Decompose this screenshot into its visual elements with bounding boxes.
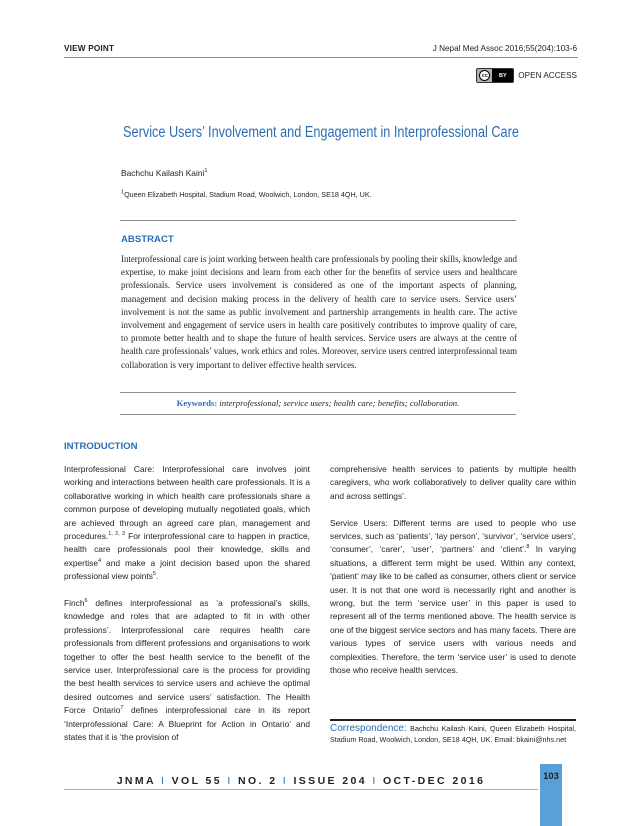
- citation-ref[interactable]: 6: [84, 598, 88, 605]
- citation-ref[interactable]: 1, 2, 3: [108, 531, 126, 538]
- footer-journal: JNMA: [116, 775, 156, 787]
- cc-by-label: BY: [492, 69, 513, 82]
- text-run: and make a joint decision based upon the shared professional view points: [64, 557, 310, 582]
- keywords-label: Keywords:: [176, 398, 218, 408]
- citation-ref[interactable]: 8: [526, 544, 530, 551]
- text-run: Service Users: Different terms are used to people who use services, such as ‘patients’, ‘lay person’, ‘survivor’, ‘service users’, ‘consumer’, ‘carer’, ‘user’, ‘partners’ and ‘client’.: [330, 517, 576, 555]
- paragraph-finch-definition: [64, 597, 310, 744]
- text-run: Finch: [64, 598, 85, 609]
- footer-journal-info: [64, 775, 538, 787]
- introduction-heading: INTRODUCTION: [64, 441, 138, 452]
- keywords-divider-bottom: [120, 414, 516, 415]
- section-label: VIEW POINT: [64, 44, 115, 53]
- text-run: defines interprofessional care in its report ‘Interprofessional Care: A Blueprint for Action in Ontario’ and states that it is ‘the provision of: [64, 705, 311, 743]
- abstract-divider: [120, 220, 516, 221]
- citation-ref[interactable]: 5: [152, 571, 156, 578]
- footer-separator: I: [372, 775, 378, 787]
- open-access-badge[interactable]: [476, 68, 577, 83]
- right-column: [330, 463, 576, 691]
- text-run: defines interprofessional as ‘a professional’s skills, knowledge and roles that are adapted to fit in with other professions’. Interprofessional care requires health care professionals from different professions and organisations to work together to offer the best health service to the benefit of the service user. Interprofessional care is the process for providing the best health services to service users and achieve the optimal desired outcomes and service users’ satisfaction. The Health Force Ontario: [64, 598, 310, 716]
- text-run: In varying situations, a different term might be used. Within any context, ‘patient’ may like to be called as consumer, others client or service user. It is not that one word is necessarily right and another is wrong, but the term ‘service user’ in this paper is used to represent all of the terms mentioned above. The health service is one of the biggest service sectors and has many facets. There are various types of service users with various needs and complexities. Therefore, the term ‘service user’ is used to denote those who receive health services.: [330, 544, 576, 676]
- footer-volume: VOL 55: [171, 775, 223, 787]
- paragraph-interprofessional-care: [64, 463, 310, 584]
- footer-number: NO. 2: [238, 775, 278, 787]
- paragraph-continuation: comprehensive health services to patients by multiple health caregivers, who work collaboratively to deliver quality care within and across settings’.: [330, 464, 576, 501]
- cc-logo: cc: [479, 70, 490, 81]
- footer-date: OCT-DEC 2016: [382, 775, 486, 787]
- text-run: Interprofessional Care: Interprofessional care involves joint working and interactions between health care professionals. It is a collaborative working in which health care professionals share a common purpose of developing mutually negotiated goals, which are achieved through an agreed care plan, management and procedures.: [64, 464, 310, 542]
- correspondence-text: Bachchu Kailash Kaini, Queen Elizabeth Hospital, Stadium Road, Woolwich, London, SE18 4QH, UK. Email: bkaini@nhs.net: [330, 724, 576, 744]
- text-run: For interprofessional care to happen in practice, health care professionals pool their knowledge, skills and expertise: [64, 531, 310, 568]
- author-name: Bachchu Kailash Kaini: [121, 168, 205, 178]
- keywords-text: interprofessional; service users; health care; benefits; collaboration.: [219, 398, 460, 408]
- article-title: Service Users’ Involvement and Engagement in Interprofessional Care: [123, 124, 519, 141]
- author-affiliation-mark: 1: [204, 168, 208, 175]
- left-column: [64, 463, 310, 758]
- affiliation-mark: 1: [121, 189, 125, 196]
- open-access-label: OPEN ACCESS: [518, 71, 577, 80]
- affiliation-text: Queen Elizabeth Hospital, Stadium Road, Woolwich, London, SE18 4QH, UK.: [124, 190, 372, 199]
- footer-issue: ISSUE 204: [293, 775, 367, 787]
- footer-divider: [64, 789, 538, 790]
- abstract-heading: ABSTRACT: [121, 234, 174, 245]
- affiliation-line: [121, 190, 372, 199]
- text-run: .: [155, 571, 159, 582]
- keywords-divider-top: [120, 392, 516, 393]
- keywords-line: [120, 398, 516, 408]
- correspondence-label: Correspondence:: [330, 723, 407, 734]
- footer-separator: I: [282, 775, 289, 787]
- correspondence-block: [330, 724, 576, 745]
- header-divider: [64, 57, 578, 58]
- abstract-body: Interprofessional care is joint working between health care professionals by pooling their skills, knowledge and expertise, to make joint decisions and learn from each other for the benefits of service users and healthcare professionals. Service users involvement is considered as one of the important aspects of planning, management and decision making process in the delivery of health care to service users. Service users’ involvement is not the same as public involvement and partnership arrangements in health care. The active involvement and engagement of service users in health care positively contributes to improve quality of care, to promote better health and to shape the future of health services. Service users are always at the centre of health care professionals’ values, work ethics and roles. Moreover, service users centred interprofessional team collaboration is very important to deliver effective health services.: [121, 254, 517, 370]
- author-line: [121, 168, 207, 178]
- page-number: 103: [540, 764, 562, 826]
- footer-separator: I: [227, 775, 233, 787]
- citation-ref[interactable]: 7: [120, 705, 124, 712]
- footer-separator: I: [160, 775, 167, 787]
- correspondence-divider: [330, 719, 576, 721]
- citation-ref[interactable]: 4: [97, 558, 102, 565]
- paragraph-service-users: [330, 517, 576, 678]
- journal-citation: J Nepal Med Assoc 2016;55(204):103-6: [432, 44, 577, 53]
- creative-commons-icon: [476, 68, 514, 83]
